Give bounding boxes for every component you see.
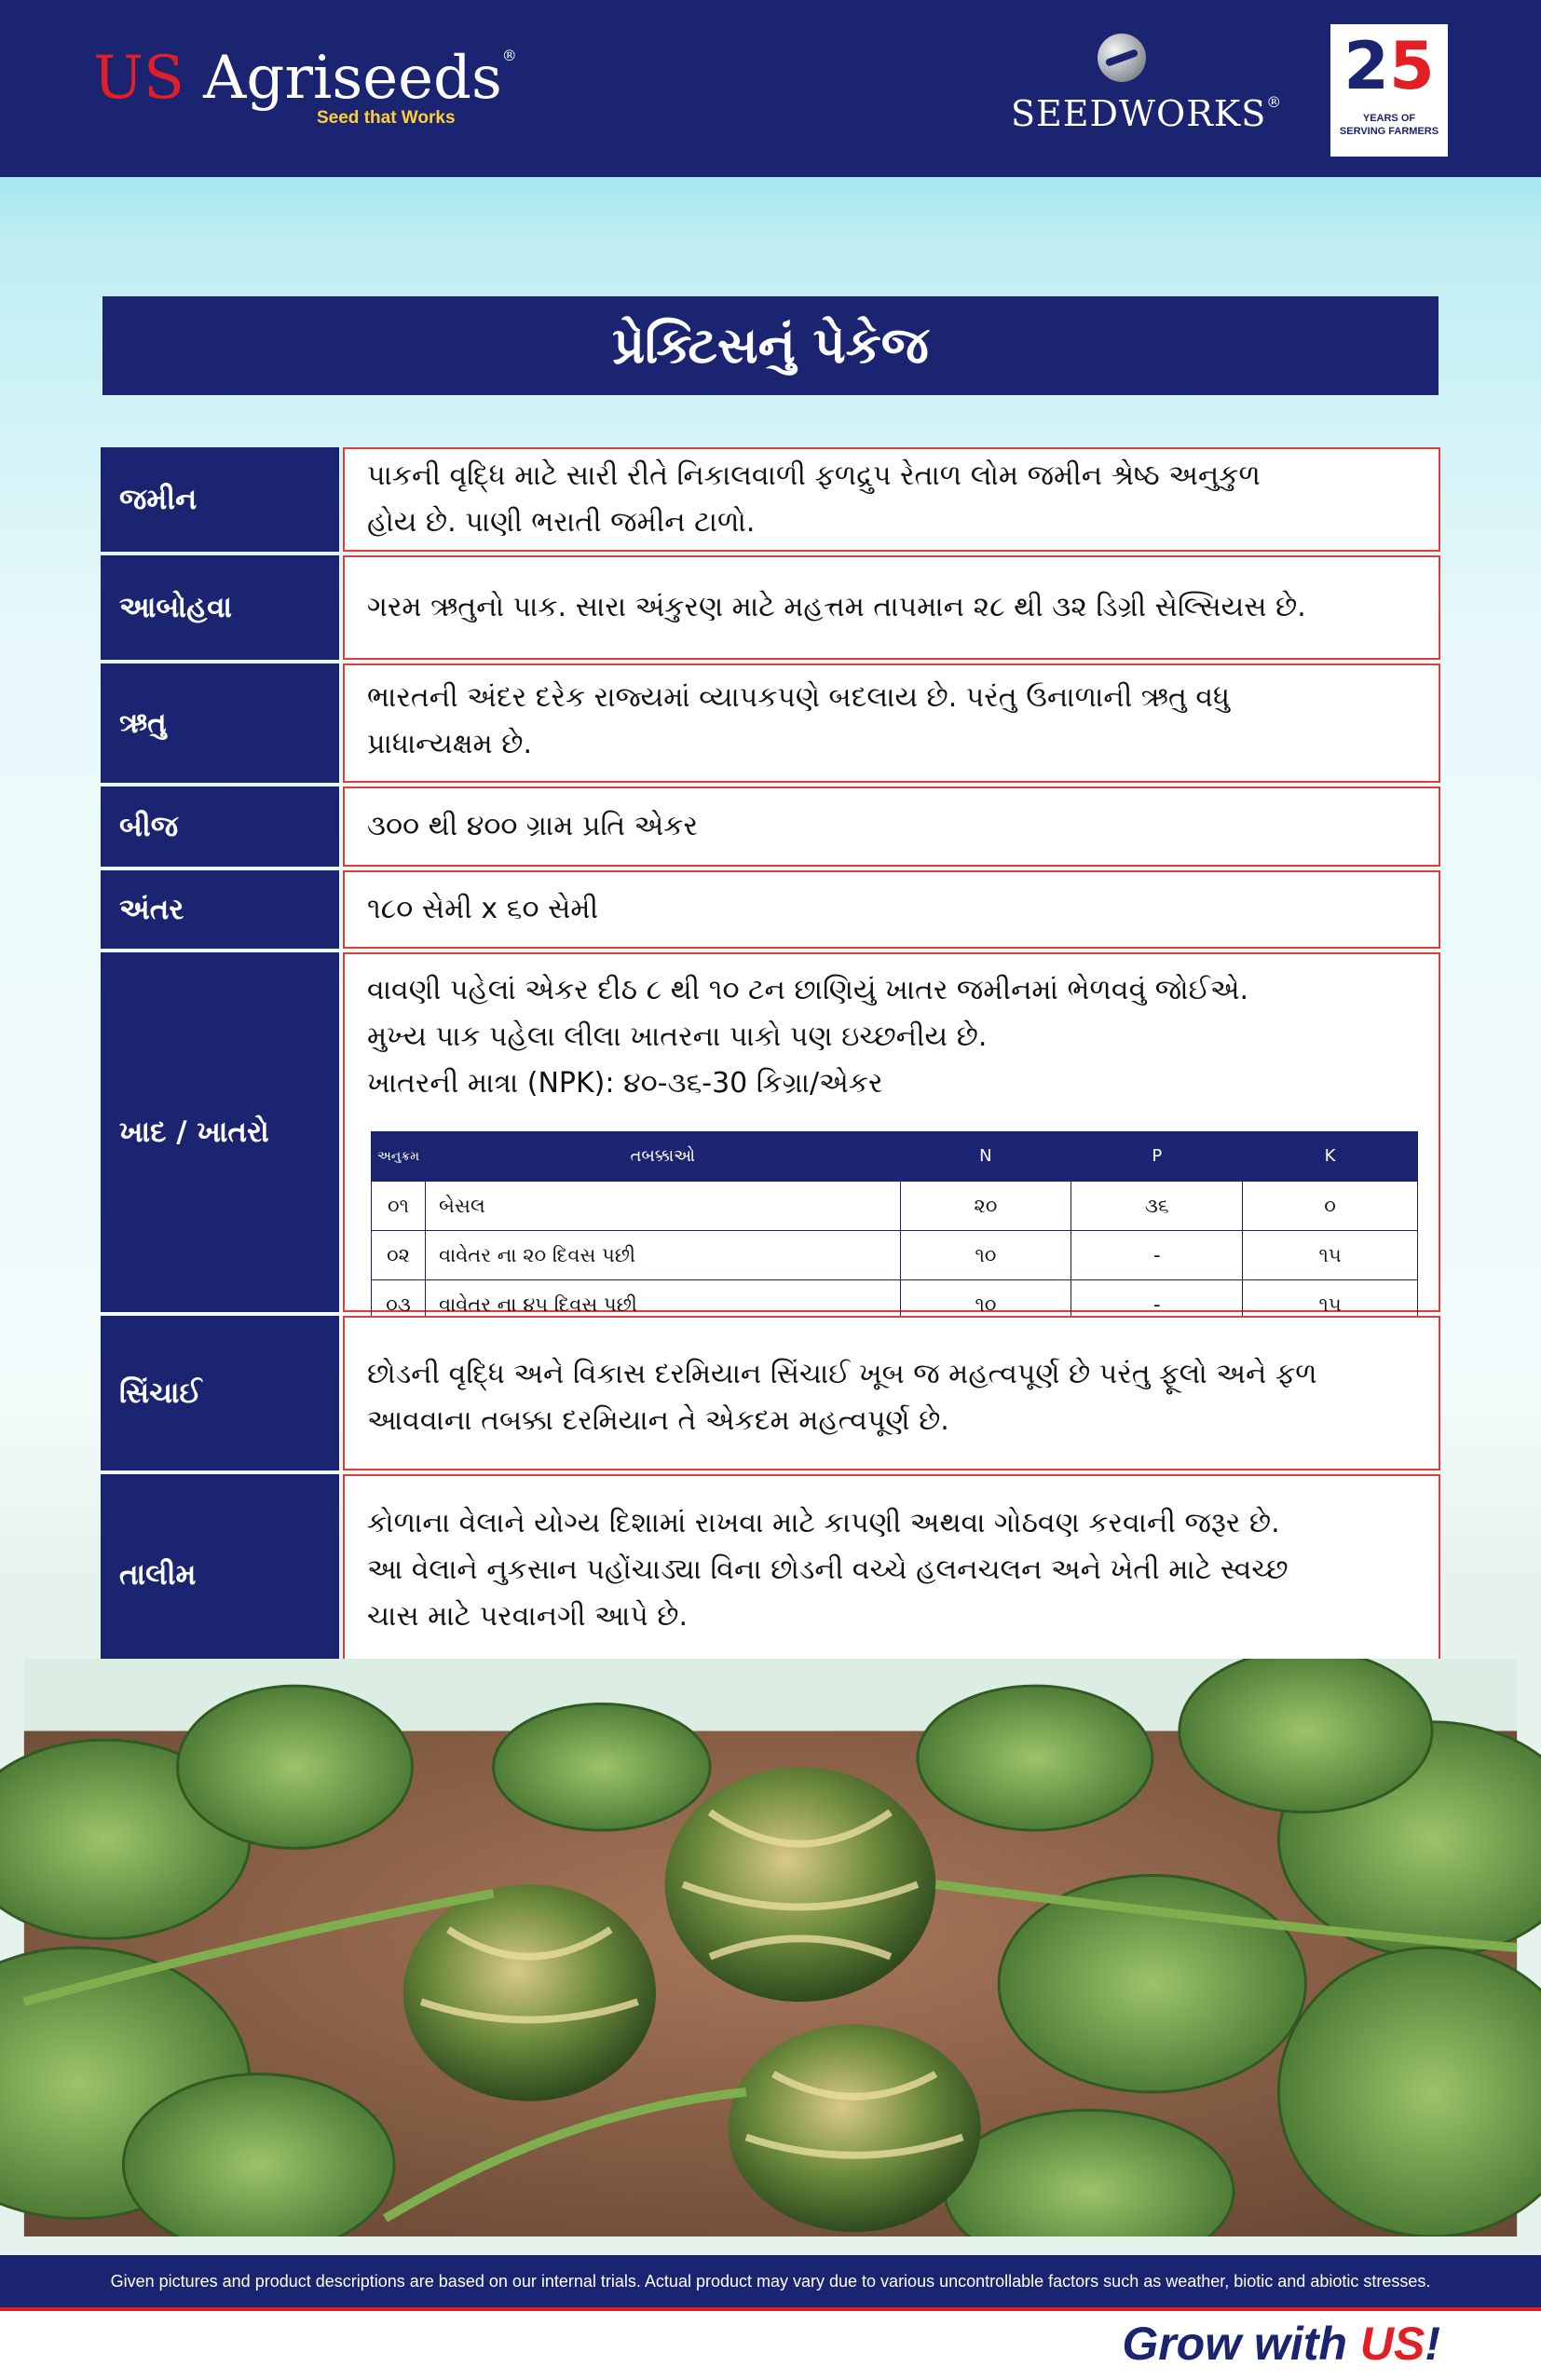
badge-text [1330,112,1448,139]
disclaimer-bar: Given pictures and product descriptions are based on our internal trials. Actual product may vary due to various uncontrollable factors such as weather, biotic and abiotic stresses. [0,2255,1541,2307]
row-content [343,786,1440,867]
cell-stage: વાવેતર ના ૨૦ દિવસ પછી [425,1231,900,1280]
badge-line-1: YEARS OF [1362,113,1416,124]
us-agriseeds-logo [93,44,517,113]
badge-number [1330,28,1448,104]
row-label: સિંચાઈ [101,1316,339,1470]
logo-reg-mark: ® [501,47,517,64]
text-line: પાકની વૃદ્ધિ માટે સારી રીતે નિકાલવાળી ફળદ્રુપ રેતાળ લોમ જમીન શ્રેષ્ઠ અનુકુળ [367,459,1261,492]
npk-schedule-table [371,1131,1418,1330]
row-climate [101,555,1440,660]
slogan-bang: ! [1425,2318,1440,2370]
text-line: ગરમ ઋતુનો પાક. સારા અંકુરણ માટે મહત્તમ તાપમાન ૨૮ થી ૩૨ ડિગ્રી સેલ્સિયસ છે. [367,591,1306,623]
cell-k: ૧૫ [1243,1231,1418,1280]
cell-p: - [1071,1280,1243,1330]
cell-n: ૧૦ [900,1280,1071,1330]
logo-agriseeds-text: Agriseeds [203,44,502,113]
cell-k: ૦ [1243,1182,1418,1231]
seedworks-logo [1011,93,1282,134]
text-line: છોડની વૃદ્ધિ અને વિકાસ દરમિયાન સિંચાઈ ખૂબ જ મહત્વપૂર્ણ છે પરંતુ ફૂલો અને ફળ [367,1358,1317,1390]
table-header-row [372,1132,1418,1182]
row-content [343,1316,1440,1470]
row-spacing [101,870,1440,949]
cell-stage: બેસલ [425,1182,900,1231]
text-line: પ્રાધાન્યક્ષમ છે. [367,728,532,760]
cell-k: ૧૫ [1243,1280,1418,1330]
row-soil [101,447,1440,552]
row-content [343,447,1440,552]
cell-n: ૧૦ [900,1231,1071,1280]
seedworks-text: SEEDWORKS [1011,93,1267,134]
seedworks-globe-icon [1098,34,1146,82]
cell-serial: ૦૨ [372,1231,426,1280]
badge-digit-five: 5 [1389,28,1435,104]
logo-tagline: Seed that Works [317,108,456,128]
cell-stage: વાવેતર ના ૪૫ દિવસ પછી [425,1280,900,1330]
row-label: ઋતુ [101,663,339,783]
table-row [372,1231,1418,1280]
row-content [343,870,1440,949]
row-content [343,1474,1440,1676]
row-label: અંતર [101,870,339,949]
slogan-us: US [1359,2318,1425,2370]
seedworks-reg-mark: ® [1266,93,1283,111]
row-content [343,952,1440,1316]
text-line: વાવણી પહેલાં એકર દીઠ ૮ થી ૧૦ ટન છાણિયું ખાતર જમીનમાં ભેળવવું જોઈએ. [367,974,1249,1006]
row-irrigation [101,1316,1440,1470]
logo-us-text: US [93,44,184,113]
text-line: ભારતની અંદર દરેક રાજ્યમાં વ્યાપકપણે બદલાય છે. પરંતુ ઉનાળાની ઋતુ વધુ [367,681,1231,714]
row-seed [101,786,1440,867]
row-label: જમીન [101,447,339,552]
text-line: ૩૦૦ થી ૪૦૦ ગ્રામ પ્રતિ એકર [367,810,699,842]
text-line: ૧૮૦ સેમી x ૬૦ સેમી [367,893,599,925]
footer-red-line [0,2307,1541,2311]
row-label: તાલીમ [101,1474,339,1676]
cell-serial: ૦૩ [372,1280,426,1330]
25-years-badge [1330,24,1448,157]
slogan [1122,2317,1440,2371]
text-line: કોળાના વેલાને યોગ્ય દિશામાં રાખવા માટે કાપણી અથવા ગોઠવણ કરવાની જરૂર છે. [367,1507,1280,1539]
header-p: P [1071,1132,1243,1182]
text-line: આવવાના તબક્કા દરમિયાન તે એકદમ મહત્વપૂર્ણ છે. [367,1404,949,1437]
row-content [343,663,1440,783]
row-fertilizer [101,952,1440,1316]
row-training [101,1474,1440,1676]
text-line: મુખ્ય પાક પહેલા લીલા ખાતરના પાકો પણ ઇચ્છનીય છે. [367,1020,988,1053]
text-line: ચાસ માટે પરવાનગી આપે છે. [367,1600,688,1633]
row-season [101,663,1440,783]
text-line: ખાતરની માત્રા (NPK): ૪૦-૩૬-30 કિગ્રા/એકર [367,1067,883,1100]
header-n: N [900,1132,1071,1182]
cell-p: - [1071,1231,1243,1280]
page-title: પ્રેક્ટિસનું પેકેજ [102,296,1439,395]
badge-digit-two: 2 [1343,28,1389,104]
row-label: ખાદ / ખાતરો [101,952,339,1312]
slogan-main: Grow with [1122,2318,1360,2370]
row-content [343,555,1440,660]
header-bar [0,0,1541,177]
table-row [372,1182,1418,1231]
cell-n: ૨૦ [900,1182,1071,1231]
header-serial: અનુક્રમ [372,1132,426,1182]
text-line: આ વેલાને નુકસાન પહોંચાડ્યા વિના છોડની વચ્ચે હલનચલન અને ખેતી માટે સ્વચ્છ [367,1553,1289,1586]
header-stages: તબક્કાઓ [425,1132,900,1182]
text-line: હોય છે. પાણી ભરાતી જમીન ટાળો. [367,506,756,539]
cell-p: ૩૬ [1071,1182,1243,1231]
row-label: આબોહવા [101,555,339,660]
header-k: K [1243,1132,1418,1182]
row-label: બીજ [101,786,339,867]
cell-serial: ૦૧ [372,1182,426,1231]
badge-line-2: SERVING FARMERS [1339,126,1439,138]
pumpkin-field-illustration [0,1659,1541,2236]
